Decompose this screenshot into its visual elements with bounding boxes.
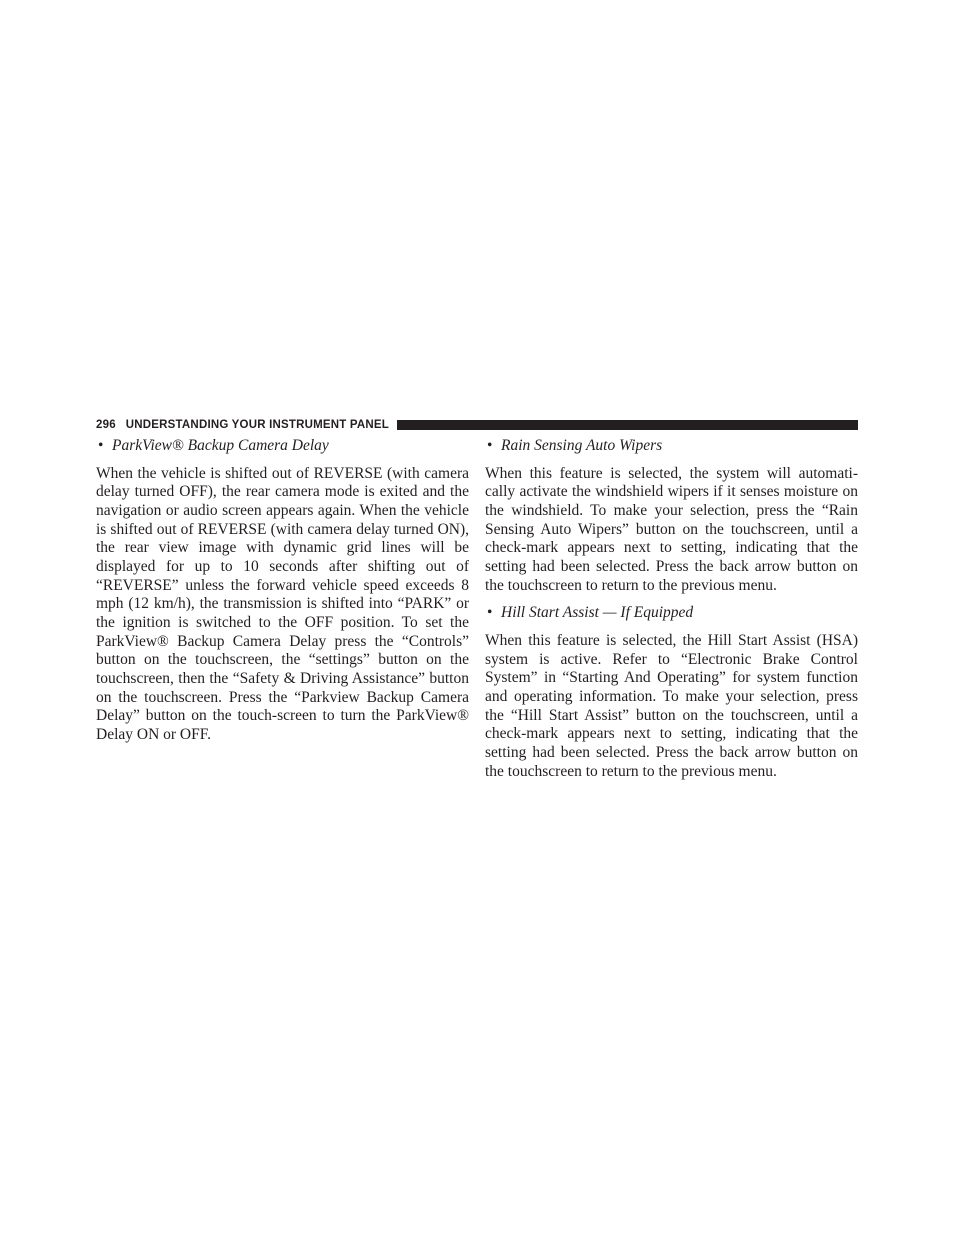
bullet-heading-parkview-delay <box>96 437 469 456</box>
bullet-heading-hill-start <box>485 604 858 623</box>
bullet-icon: • <box>98 437 104 454</box>
bullet-heading-rain-wipers <box>485 437 858 456</box>
bullet-icon: • <box>487 604 493 622</box>
heading-text: Rain Sensing Auto Wipers <box>501 437 663 454</box>
left-column <box>96 437 469 754</box>
page-header <box>96 417 858 433</box>
right-column <box>485 437 858 790</box>
heading-text: Hill Start Assist — If Equipped <box>501 604 694 622</box>
header-rule-bar <box>397 420 858 430</box>
page-number: 296 <box>96 419 116 431</box>
paragraph-parkview-delay: When the vehicle is shifted out of REVERSE (with camera delay turned OFF), the rear camera mode is exited and the navigation or audio screen appears again. When the vehicle is shifted out of REVERSE (with camera delay turned ON), the rear view image with dynamic grid lines will be displayed for up to 10 seconds after shifting out of “REVERSE” unless the forward vehicle speed exceeds 8 mph (12 km/h), the transmission is shifted into “PARK” or the ignition is switched to the OFF position. To set the ParkView® Backup Camera Delay press the “Controls” button on the touchscreen, the “settings” button on the touchscreen, then the “Safety & Driving Assistance” button on the touchscreen. Press the “Parkview Backup Camera Delay” button on the touch-screen to turn the ParkView® Delay ON or OFF. <box>96 464 469 743</box>
paragraph-hill-start: When this feature is selected, the Hill Start Assist (HSA) system is active. Refer to “Electronic Brake Control System” in “Starting And Operating” for system function and operating information. To make your selection, press the “Hill Start Assist” button on the touchscreen, until a check-mark appears next to setting, indicating that the setting had been selected. Press the back arrow button on the touchscreen to return to the previous menu. <box>485 631 858 780</box>
bullet-icon: • <box>487 437 493 454</box>
heading-text: ParkView® Backup Camera Delay <box>112 437 329 454</box>
section-title: UNDERSTANDING YOUR INSTRUMENT PANEL <box>125 419 389 431</box>
paragraph-rain-wipers: When this feature is selected, the system will automati-cally activate the windshield wipers if it senses moisture on the windshield. To make your selection, press the “Rain Sensing Auto Wipers” button on the touchscreen, until a check-mark appears next to setting, indicating that the setting had been selected. Press the back arrow button on the touchscreen to return to the previous menu. <box>485 464 858 594</box>
